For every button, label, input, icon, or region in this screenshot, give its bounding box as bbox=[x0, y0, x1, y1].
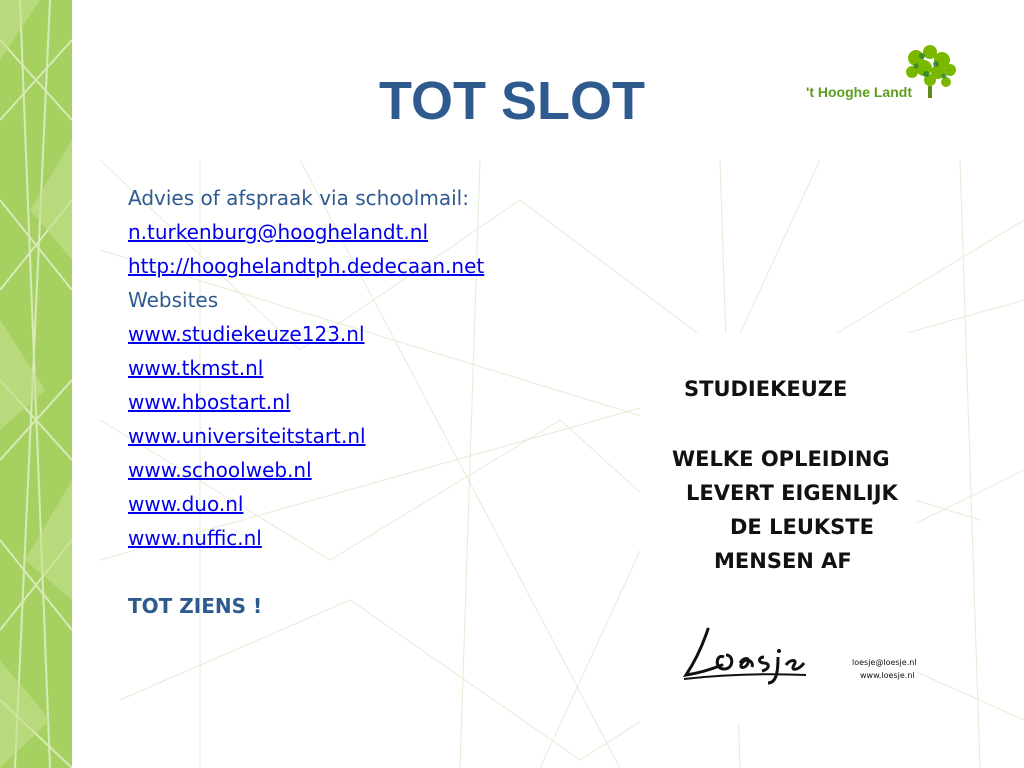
poster-line-2: LEVERT EIGENLIJK bbox=[686, 481, 898, 505]
dedecaan-link[interactable]: http://hooghelandtph.dedecaan.net bbox=[128, 254, 485, 278]
school-logo bbox=[806, 40, 966, 110]
link-schoolweb[interactable]: www.schoolweb.nl bbox=[128, 458, 312, 482]
spacer bbox=[128, 555, 588, 589]
page-title: TOT SLOT bbox=[379, 71, 645, 131]
poster-line-3: DE LEUKSTE bbox=[730, 515, 874, 539]
content-block bbox=[128, 181, 588, 623]
poster-line-1: WELKE OPLEIDING bbox=[672, 447, 890, 471]
closing-text: TOT ZIENS ! bbox=[128, 594, 263, 618]
link-nuffic[interactable]: www.nuffic.nl bbox=[128, 526, 262, 550]
email-link[interactable]: n.turkenburg@hooghelandt.nl bbox=[128, 220, 428, 244]
poster-line-4: MENSEN AF bbox=[714, 549, 852, 573]
poster-website: www.loesje.nl bbox=[860, 671, 915, 680]
intro-text: Advies of afspraak via schoolmail: bbox=[128, 186, 469, 210]
poster-heading: STUDIEKEUZE bbox=[684, 377, 848, 401]
link-hbostart[interactable]: www.hbostart.nl bbox=[128, 390, 291, 414]
loesje-poster bbox=[640, 333, 916, 723]
link-studiekeuze123[interactable]: www.studiekeuze123.nl bbox=[128, 322, 365, 346]
link-universiteitstart[interactable]: www.universiteitstart.nl bbox=[128, 424, 366, 448]
loesje-signature bbox=[680, 617, 810, 687]
websites-label: Websites bbox=[128, 288, 219, 312]
logo-text: 't Hooghe Landt bbox=[806, 84, 912, 100]
link-duo[interactable]: www.duo.nl bbox=[128, 492, 244, 516]
poster-email: loesje@loesje.nl bbox=[852, 658, 917, 667]
link-tkmst[interactable]: www.tkmst.nl bbox=[128, 356, 264, 380]
